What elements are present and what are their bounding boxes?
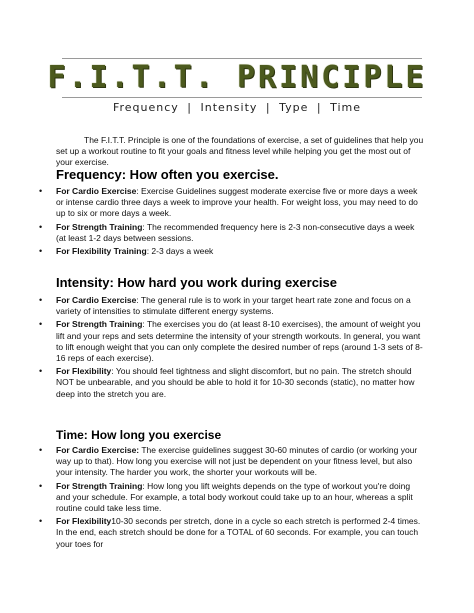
item-text: : The general rule is to work in your target heart rate zone and focus on a variety of intensities to stimulate different energy systems. [56, 295, 411, 317]
intro-paragraph: The F.I.T.T. Principle is one of the foundations of exercise, a set of guidelines that help you set up a workout routine to fit your goals and fitness level while helping you get the most out of your exercise. [56, 134, 424, 167]
subtitle-separator: | [316, 101, 322, 114]
intensity-list [56, 295, 424, 402]
list-item [56, 319, 424, 364]
subtitle-time: Time [330, 101, 362, 114]
subtitle [0, 101, 474, 114]
item-label: For Flexibility [56, 366, 112, 377]
list-item [56, 366, 424, 400]
item-label: For Cardio Exercise [56, 186, 137, 196]
list-item [56, 222, 424, 244]
subtitle-frequency: Frequency [112, 101, 179, 114]
item-label: For Strength Training [56, 319, 143, 330]
item-text: 10-30 seconds per stretch, done in a cycle so each stretch is performed 2-4 times. In the end, each stretch should be done for a TOTAL of 60 seconds. For example, you can touch your toes for [56, 516, 421, 549]
item-label: For Flexibility [56, 516, 112, 527]
item-label: For Cardio Exercise [56, 295, 137, 305]
section-heading-time: Time: How long you exercise [56, 428, 222, 442]
item-text: The exercise guidelines suggest 30-60 minutes of cardio (or working your way up to that). How long you exercise will not just be dependent on your fitness level, but also your intensity. The harder you work, the shorter your workouts will be. [56, 445, 418, 478]
list-item [56, 481, 424, 515]
top-rule [62, 58, 422, 59]
item-label: For Cardio Exercise: [56, 445, 140, 455]
item-text: : How long you lift weights depends on the type of workout you're doing and your schedule. For example, a total body workout could take up to an hour, whereas a split routine could take less time. [56, 480, 413, 514]
list-item [56, 445, 424, 479]
list-item [56, 186, 424, 220]
item-text: : The exercises you do (at least 8-10 exercises), the amount of weight you lift and your reps and sets determine the intensity of your strength workouts. In general, you want to lift enough weight that you can only complete the desired number of reps (around 1-3 sets of 8-16 reps of each exercise). [56, 319, 423, 364]
time-list [56, 445, 424, 552]
list-item [56, 246, 424, 257]
title-rule [62, 97, 422, 98]
item-text: : 2-3 days a week [146, 246, 214, 257]
list-item [56, 516, 424, 550]
section-heading-frequency: Frequency: How often you exercise. [56, 167, 279, 182]
page-title: F.I.T.T. PRINCIPLE [47, 60, 427, 95]
item-text: : The recommended frequency here is 2-3 non-consecutive days a week (at least 1-2 days between sessions. [56, 221, 415, 243]
frequency-list [56, 186, 424, 259]
item-label: For Flexibility Training [56, 246, 147, 257]
subtitle-type: Type [279, 101, 309, 114]
item-label: For Strength Training [56, 480, 143, 491]
item-text: : You should feel tightness and slight discomfort, but no pain. The stretch should NOT be unbearable, and you should be able to hold it for 10-30 seconds (static), no matter how deep into the stretch you are. [56, 366, 415, 399]
item-text: : Exercise Guidelines suggest moderate exercise five or more days a week or intense cardio three days a week to improve your health. For weight loss, you may need to do up to six or more days a week. [56, 186, 418, 219]
subtitle-intensity: Intensity [200, 101, 258, 114]
section-heading-intensity: Intensity: How hard you work during exercise [56, 275, 338, 290]
subtitle-separator: | [187, 101, 193, 114]
list-item [56, 295, 424, 317]
item-label: For Strength Training [56, 221, 143, 232]
subtitle-separator: | [265, 101, 271, 114]
